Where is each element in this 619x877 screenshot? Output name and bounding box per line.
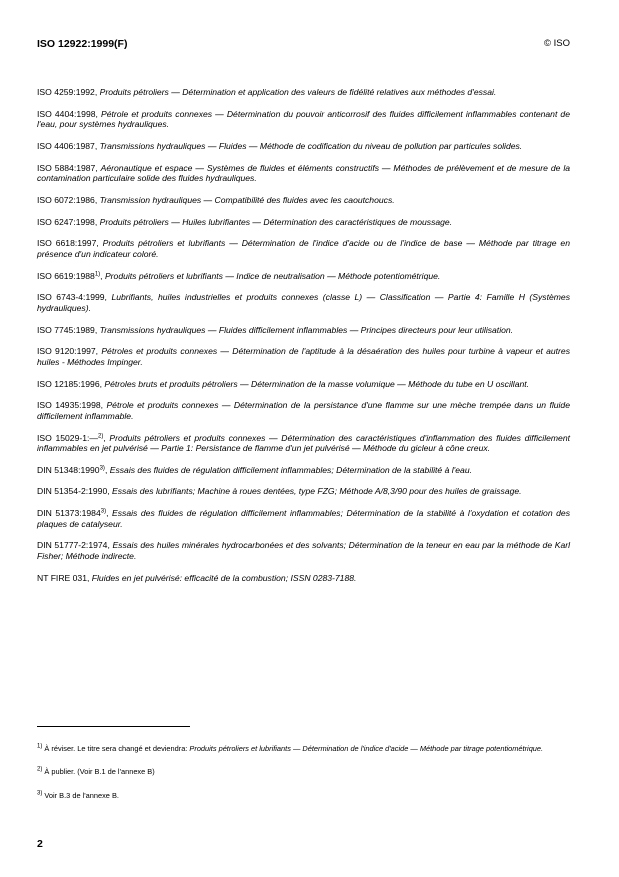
page-number: 2 [37,838,43,850]
reference-item: ISO 15029-1:—$^{2)}$, Produits pétroliers et produits connexes — Détermination des caractéristiques d'inflammation des fluides difficilement inflammables en jet pulvérisé — Partie 1: Persistance de flamme d'un jet pulvérisé — Méthode du gicleur à cône creux. [37,432,570,454]
reference-title: Transmission hydrauliques — Compatibilité des fluides avec les caoutchoucs. [99,194,395,205]
footnote-mark: 2) [37,766,43,773]
footnote-mark: 1) [94,271,101,278]
footnote-text: À réviser. Le titre sera changé et deviendra: [42,744,190,753]
reference-code: ISO 7745:1989, [37,324,100,335]
reference-item [37,292,570,313]
reference-item [37,325,570,336]
reference-item [37,141,570,152]
reference-code: ISO 6247:1998, [37,216,100,227]
reference-item [37,109,570,130]
standard-designation: ISO 12922:1999(F) [37,38,128,50]
footnote-italic-text: Produits pétroliers et lubrifiants — Détermination de l'indice d'acide — Méthode par titrage potentiométrique. [189,744,544,753]
footnote-mark: 3) [100,508,107,515]
reference-code: ISO 4404:1998, [37,108,102,119]
footnotes [37,744,570,814]
footnote [37,744,570,753]
reference-code: ISO 6743-4:1999, [37,292,112,303]
reference-title: Produits pétroliers — Détermination et application des valeurs de fidélité relatives aux méthodes d'essai. [99,87,497,97]
footnote-separator [37,726,190,727]
reference-code: DIN 51354-2:1990, [37,486,113,497]
reference-code: DIN 51348:1990 [37,464,100,475]
reference-code: NT FIRE 031, [37,572,92,583]
reference-title: Pétroles bruts et produits pétroliers — Détermination de la masse volumique — Méthode du tube en U oscillant. [104,378,530,389]
reference-code: ISO 4406:1987, [37,140,100,151]
reference-item [37,400,570,421]
reference-title: Produits pétroliers et produits connexes — Détermination des caractéristiques d'inflammation des fluides difficilement inflammables en jet pulvérisé — Partie 1: Persistance de flamme d'un jet pulvérisé — Méthode du gicleur à cône creux. [37,432,570,454]
reference-code: DIN 51777-2:1974, [37,540,113,551]
reference-item [37,379,570,390]
footnote-mark: 1) [37,743,43,750]
reference-item [37,195,570,206]
reference-title: Transmissions hydrauliques — Fluides — Méthode de codification du niveau de pollution par particules solides. [99,140,523,151]
reference-code: ISO 15029-1:— [37,432,98,443]
reference-item [37,217,570,228]
reference-item [37,238,570,259]
reference-code: ISO 4259:1992, [37,87,100,97]
reference-item: ISO 6619:1988$^{1)}$, Produits pétroliers et lubrifiants — Indice de neutralisation — Méthode potentiométrique. [37,270,441,281]
reference-item [37,87,570,98]
reference-title: Essais des lubrifiants; Machine à roues dentées, type FZG; Méthode A/8,3/90 pour des huiles de graissage. [112,486,522,497]
reference-item [37,573,570,584]
footnote-mark: 3) [99,465,105,472]
reference-title: Produits pétroliers — Huiles lubrifiantes — Détermination des caractéristiques de moussage. [99,216,453,227]
copyright-notice: © ISO [543,38,570,49]
reference-code: ISO 6618:1997, [37,238,103,249]
reference-title: Essais des fluides de régulation difficilement inflammables; Détermination de la stabilité à l'oxydation et cotation des plaques de catalyseur. [37,508,570,529]
reference-title: Fluides en jet pulvérisé: efficacité de la combustion; ISSN 0283-7188. [91,572,357,583]
bibliography-list [37,87,570,594]
reference-code: ISO 5884:1987, [37,162,101,173]
reference-code: ISO 9120:1997, [37,346,102,357]
footnote-mark: 2) [97,433,104,439]
reference-code: ISO 14935:1998, [37,400,107,411]
reference-title: Essais des huiles minérales hydrocarbonées et des solvants; Détermination de la teneur en eau par la méthode de Karl Fisher; Méthode indirecte. [37,540,570,562]
reference-item [37,540,570,561]
reference-code: ISO 6619:1988 [37,270,95,281]
footnote [37,791,570,800]
reference-code: ISO 12185:1996, [37,378,105,389]
footnote-mark: 3) [37,790,43,797]
reference-item: DIN 51348:1990$^{3)}$, Essais des fluides de régulation difficilement inflammables; Détermination de la stabilité à l'eau. [37,464,473,475]
reference-code: DIN 51373:1984 [37,508,101,519]
reference-title: Pétrole et produits connexes — Détermination du pouvoir anticorrosif des fluides difficilement inflammables contenant de l'eau, pour systèmes hydrauliques. [37,108,570,130]
footnote-text: À publier. (Voir B.1 de l'annexe B) [42,767,155,777]
footnote [37,767,570,776]
reference-title: Aéronautique et espace — Systèmes de fluides et éléments constructifs — Méthodes de prélèvement et de mesure de la contamination particulaire solide des fluides hydrauliques. [37,162,571,184]
reference-code: ISO 6072:1986, [37,194,100,205]
reference-title: Pétroles et produits connexes — Détermination de l'aptitude à la désaération des huiles pour turbine à vapeur et autres huiles - Méthodes Impinger. [37,346,570,367]
reference-item [37,346,570,367]
reference-title: Transmissions hydrauliques — Fluides difficilement inflammables — Principes directeurs pour leur utilisation. [99,324,514,335]
reference-title: Produits pétroliers et lubrifiants — Détermination de l'indice d'acide ou de l'indice de base — Méthode par titrage en présence d'un indicateur coloré. [37,238,570,259]
reference-item [37,486,570,497]
reference-title: Essais des fluides de régulation difficilement inflammables; Détermination de la stabilité à l'eau. [109,464,473,475]
reference-title: Lubrifiants, huiles industrielles et produits connexes (classe L) — Classification — Partie 4: Famille H (Systèmes hydrauliques). [37,292,571,313]
reference-title: Pétrole et produits connexes — Détermination de la persistance d'une flamme sur une mèche trempée dans un fluide difficilement inflammable. [37,400,570,421]
reference-title: Produits pétroliers et lubrifiants — Indice de neutralisation — Méthode potentiométrique. [104,270,441,281]
reference-item: DIN 51373:1984$^{3)}$, Essais des fluides de régulation difficilement inflammables; Détermination de la stabilité à l'oxydation et cotation des plaques de catalyseur. [37,508,570,529]
footnote-text: Voir B.3 de l'annexe B. [42,790,119,800]
reference-item [37,163,570,184]
